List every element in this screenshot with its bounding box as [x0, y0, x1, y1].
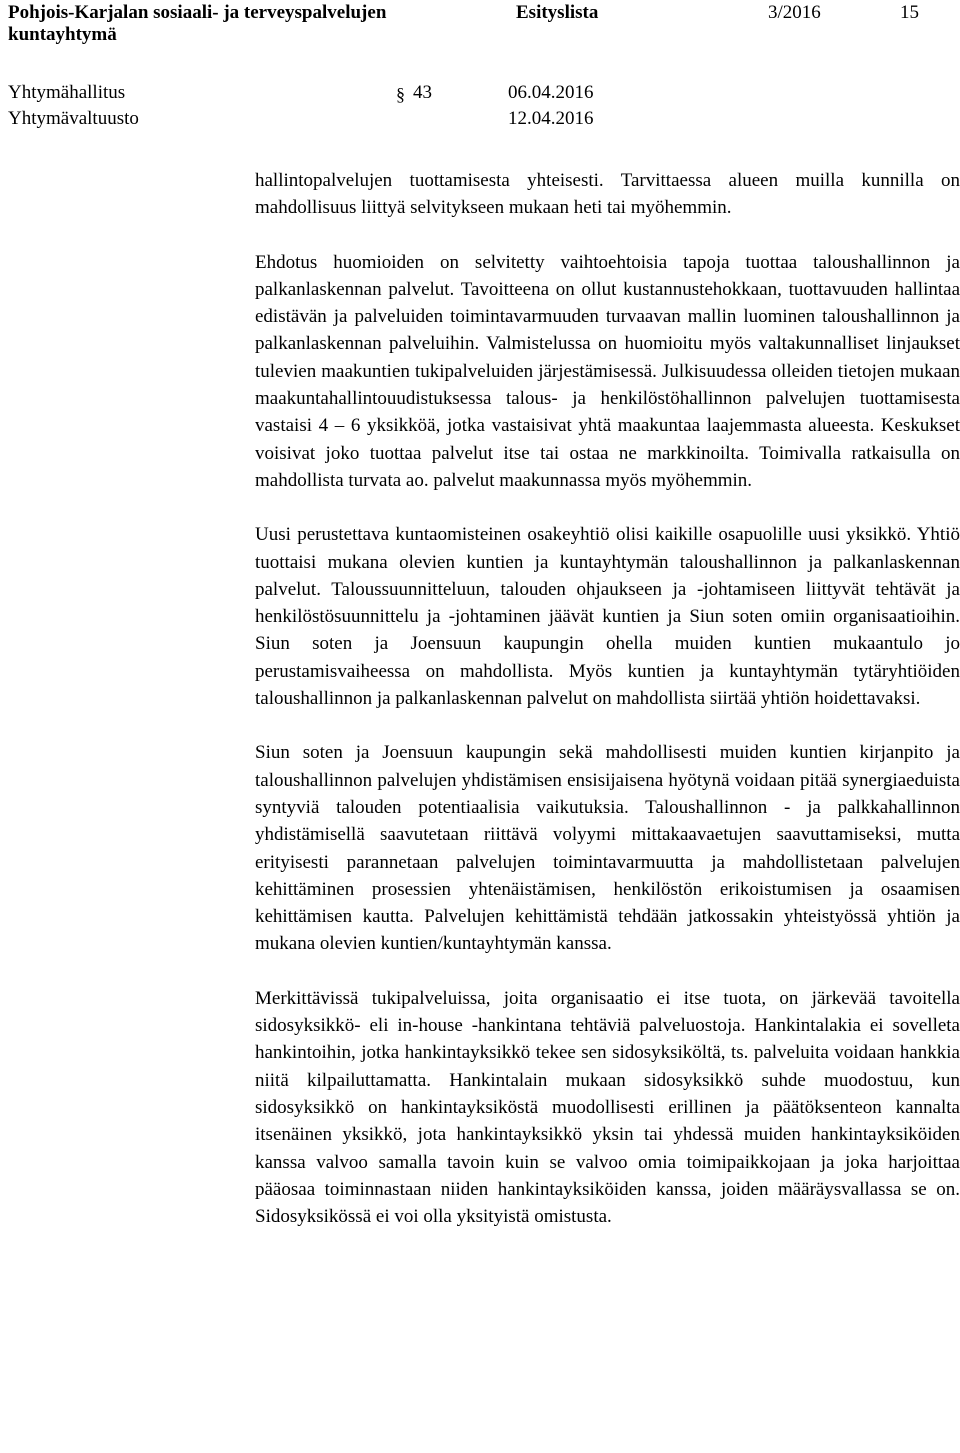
paragraph: Merkittävissä tukipalveluissa, joita organisaatio ei itse tuota, on järkevää tavoitella sidosyksikkö- eli in-house -hankintana tehtäviä palveluostoja. Hankintalakia ei sovelleta hankintoihin, jotka hankintayksikkö tekee sen sidosyksiköltä, ts. palveluita voidaan hankkia niitä kilpailuttamatta. Hankintalain mukaan sidosyksikkö suhde muodostuu, kun sidosyksikkö on hankintayksiköstä muodollisesti erillinen ja päätöksenteon kannalta itsenäinen yksikkö, jota hankintayksikkö yksin tai yhdessä muiden hankintayksiköiden kanssa valvoo samalla tavoin kuin se valvoo omia toimipaikkojaan ja joka harjoittaa pääosaa toiminnastaan niiden hankintayksiköiden kanssa, joiden määräysvallassa se on. Sidosyksikössä ei voi olla yksityistä omistusta.	[255, 987, 960, 1228]
meeting-row	[8, 108, 948, 130]
organization-name: Pohjois-Karjalan sosiaali- ja terveyspalvelujen kuntayhtymä	[8, 2, 387, 45]
section-number: 43	[413, 82, 432, 103]
header-top-row	[8, 2, 948, 48]
meeting-date: 06.04.2016	[508, 82, 594, 103]
section-sign-icon	[396, 86, 407, 100]
page-number: 15	[900, 2, 919, 23]
meeting-name: Yhtymävaltuusto	[8, 108, 139, 129]
paragraph: Siun soten ja Joensuun kaupungin sekä mahdollisesti muiden kuntien kirjanpito ja taloushallinnon palvelujen yhdistämisen ensisijaisena hyötynä voidaan pitää synergiaeduista syntyviä talouden potentiaalisia vaikutuksia. Taloushallinnon - ja palkkahallinnon yhdistämisellä saavutetaan riittävä volyymi mittakaavaetujen saavuttamiseksi, mutta erityisesti parannetaan palvelujen toimintavarmuutta ja mahdollistetaan palvelujen kehittäminen prosessien yhtenäistämisen, henkilöstön erikoistumisen ja osaamisen kehittämisen kautta. Palvelujen kehittämistä tehdään jatkossakin yhteistyössä yhtiön ja mukana olevien kuntien/kuntayhtymän kanssa.	[255, 742, 960, 955]
issue-number: 3/2016	[768, 2, 821, 23]
meeting-name: Yhtymähallitus	[8, 82, 126, 103]
document-type: Esityslista	[516, 2, 599, 23]
meeting-row	[8, 82, 948, 104]
document-body	[255, 167, 960, 1257]
meeting-date: 12.04.2016	[508, 108, 594, 129]
paragraph: Uusi perustettava kuntaomisteinen osakeyhtiö olisi kaikille osapuolille uusi yksikkö. Yhtiö tuottaisi mukana olevien kuntien ja kuntayhtymän taloushallinnon ja palkanlaskennan palvelut. Taloussuunnitteluun, talouden ohjaukseen ja -johtamiseen liittyvät tehtävät ja henkilöstösuunnittelu ja -johtaminen jäävät kuntien ja Siun soten omiin organisaatioihin. Siun soten ja Joensuun kaupungin ohella muiden kuntien mukaantulo jo perustamisvaiheessa on mahdollista. Myös kuntien ja kuntayhtymän tytäryhtiöiden taloushallinnon ja palkanlaskennan palvelut on mahdollista siirtää yhtiön hoidettavaksi.	[255, 524, 960, 710]
paragraph: Ehdotus huomioiden on selvitetty vaihtoehtoisia tapoja tuottaa taloushallinnon ja palkanlaskennan palvelut. Tavoitteena on ollut kustannustehokkaan, tuottavuuden hallintaa edistävän ja palveluiden toimintavarmuuden turvaavan mallin luominen taloushallinnon ja palkanlaskennan palveluihin. Valmistelussa on huomioitu myös valtakunnalliset linjaukset tulevien maakuntien tukipalveluiden järjestämisessä. Julkisuudessa olleiden tietojen mukaan maakuntahallintouudistuksessa talous- ja henkilöstöhallinnon palvelujen tuottamisesta vastaisi 4 – 6 yksikköä, jotka vastaisivat yhtä maakuntaa laajemmasta alueesta. Keskukset voisivat joko tuottaa palvelut itse tai ostaa ne markkinoilta. Toimivalla ratkaisulla on mahdollista turvata ao. palvelut maakunnassa myös myöhemmin.	[255, 251, 960, 491]
paragraph: hallintopalvelujen tuottamisesta yhteisesti. Tarvittaessa alueen muilla kunnilla on mahdollisuus liittyä selvitykseen mukaan heti tai myöhemmin.	[255, 170, 960, 219]
meeting-section	[396, 82, 432, 104]
